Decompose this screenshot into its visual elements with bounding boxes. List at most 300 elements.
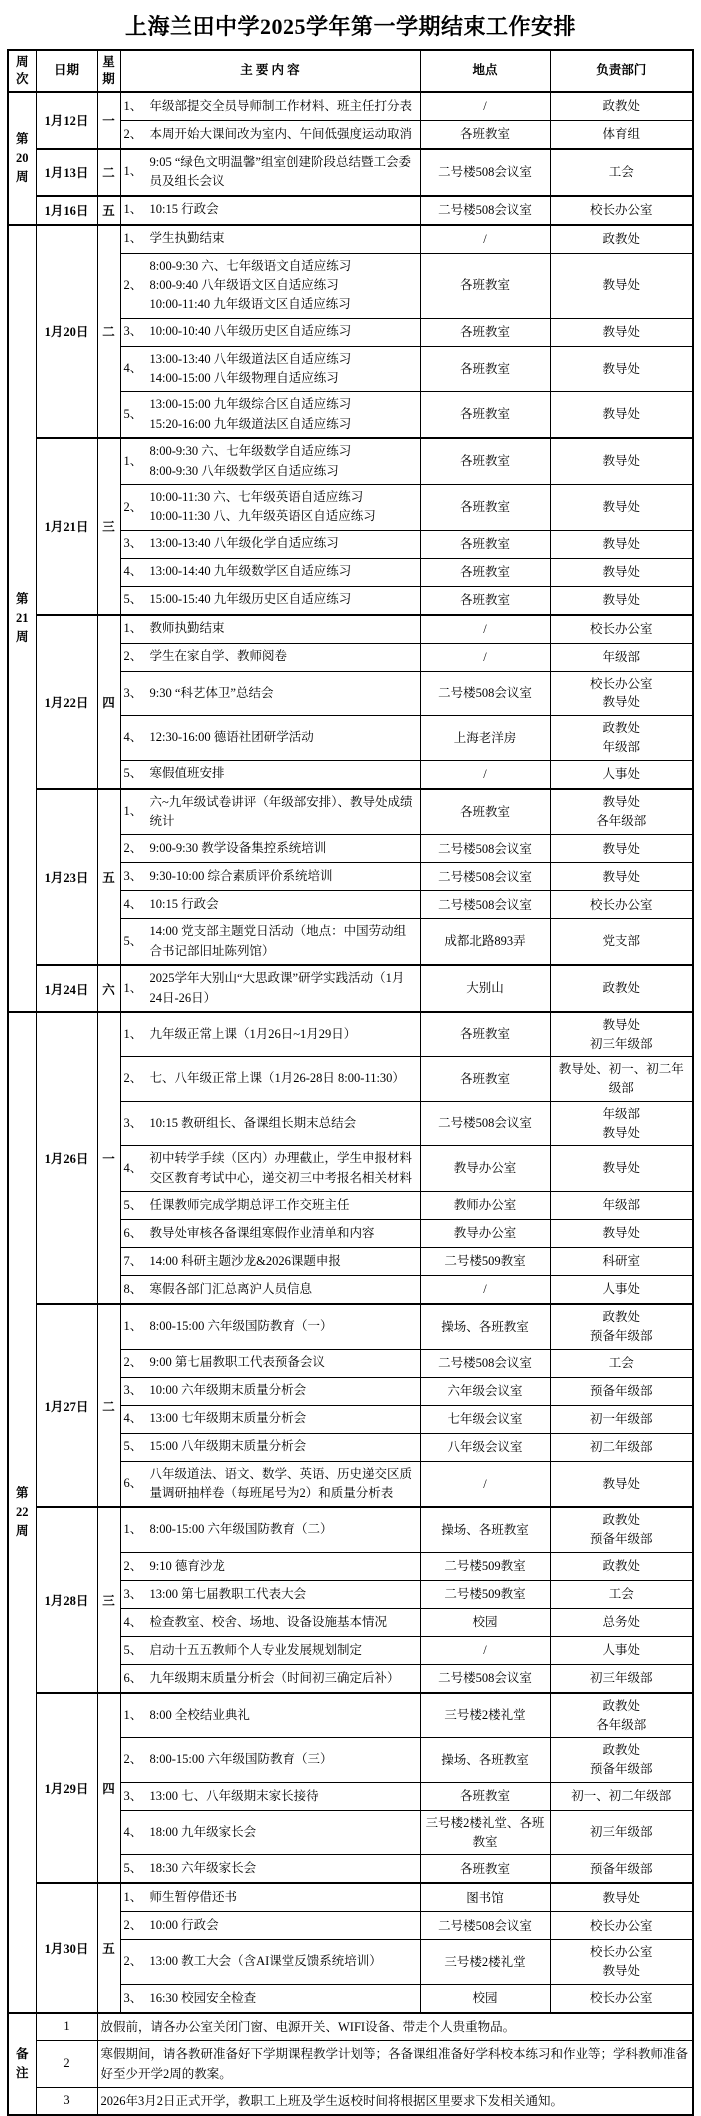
item-flex bbox=[124, 590, 417, 611]
item-text bbox=[150, 1989, 417, 2008]
schedule-row bbox=[8, 965, 693, 1012]
item-text-line: 9:30-10:00 综合素质评价系统培训 bbox=[149, 869, 333, 884]
content-cell bbox=[120, 1192, 420, 1220]
department-line: 党支部 bbox=[602, 934, 640, 949]
item-flex bbox=[124, 1353, 417, 1374]
location-line: 大别山 bbox=[466, 981, 504, 996]
department-cell bbox=[550, 1883, 693, 1912]
item-text bbox=[150, 895, 417, 914]
content-cell bbox=[120, 919, 420, 965]
item-number: 3、 bbox=[123, 1990, 143, 2005]
location-cell bbox=[420, 615, 550, 644]
date-cell: 1月22日 bbox=[36, 615, 97, 789]
department-cell bbox=[550, 1304, 693, 1349]
location-cell bbox=[420, 1552, 550, 1580]
item-text-line: 九年级正常上课（1月26日~1月29日） bbox=[149, 1026, 357, 1041]
department-cell bbox=[550, 1146, 693, 1192]
item-text-line: 18:00 九年级家长会 bbox=[149, 1824, 257, 1839]
department-cell bbox=[550, 835, 693, 863]
item-number: 6、 bbox=[123, 1670, 143, 1685]
location-line: 各班教室 bbox=[459, 278, 510, 293]
item-flex bbox=[124, 153, 417, 192]
item-text-line: 9:00 第七届教职工代表预备会议 bbox=[149, 1355, 325, 1370]
item-text-line: 八年级道法、语文、数学、英语、历史递交区质量调研抽样卷（每班尾号为2）和质量分析表 bbox=[149, 1466, 413, 1500]
content-cell bbox=[120, 716, 420, 761]
location-cell bbox=[420, 1883, 550, 1912]
department-line: 初三年级部 bbox=[589, 1036, 653, 1051]
schedule-row bbox=[8, 1883, 693, 1912]
location-cell bbox=[420, 1146, 550, 1192]
item-text-line: 14:00 科研主题沙龙&2026课题申报 bbox=[149, 1253, 341, 1268]
item-flex bbox=[124, 442, 417, 481]
content-cell bbox=[120, 1433, 420, 1461]
department-line: 教导处 bbox=[602, 795, 640, 810]
department-cell bbox=[550, 318, 693, 346]
content-cell bbox=[120, 835, 420, 863]
schedule-row bbox=[8, 225, 693, 254]
department-cell bbox=[550, 120, 693, 149]
weekday-cell: 二 bbox=[97, 225, 120, 439]
page-title: 上海兰田中学2025学年第一学期结束工作安排 bbox=[124, 14, 576, 39]
content-cell bbox=[120, 1146, 420, 1192]
schedule-row bbox=[8, 92, 693, 121]
item-number: 2、 bbox=[123, 1355, 143, 1370]
item-flex bbox=[124, 1437, 417, 1458]
location-line: 二号楼508会议室 bbox=[438, 869, 532, 884]
location-line: / bbox=[483, 231, 487, 246]
item-number: 1、 bbox=[123, 1890, 143, 1905]
content-cell bbox=[120, 1349, 420, 1377]
location-cell bbox=[420, 586, 550, 615]
item-number: 1、 bbox=[123, 202, 143, 217]
location-cell bbox=[420, 1693, 550, 1738]
item-text bbox=[150, 1750, 417, 1769]
item-number: 1、 bbox=[123, 621, 143, 636]
location-line: 二号楼508会议室 bbox=[438, 1918, 532, 1933]
date-cell: 1月13日 bbox=[36, 149, 97, 196]
location-line: 各班教室 bbox=[459, 126, 510, 141]
item-text bbox=[150, 1381, 417, 1400]
location-line: 教师办公室 bbox=[453, 1198, 517, 1213]
item-text bbox=[150, 562, 417, 581]
location-line: 各班教室 bbox=[459, 564, 510, 579]
item-text bbox=[150, 684, 417, 703]
location-cell bbox=[420, 1855, 550, 1884]
content-cell bbox=[120, 225, 420, 254]
department-line: 预备年级部 bbox=[589, 1762, 653, 1777]
item-number: 1、 bbox=[123, 98, 143, 113]
item-text-line: 10:00-11:40 九年级语文区自适应练习 bbox=[149, 297, 351, 312]
weekday-cell: 一 bbox=[97, 1012, 120, 1304]
department-line: 年级部 bbox=[602, 1106, 640, 1121]
department-line: 初二年级部 bbox=[589, 1439, 653, 1454]
department-cell bbox=[550, 1940, 693, 1985]
item-flex bbox=[124, 1520, 417, 1541]
department-line: 政教处 bbox=[602, 721, 640, 736]
item-number: 1、 bbox=[123, 1522, 143, 1537]
department-line: 教导处 bbox=[602, 1226, 640, 1241]
department-cell bbox=[550, 1349, 693, 1377]
location-cell bbox=[420, 149, 550, 196]
week-cell: 第22周 bbox=[8, 1012, 36, 2013]
location-line: 三号楼2楼礼堂 bbox=[444, 1954, 526, 1969]
item-text-line: 寒假各部门汇总离沪人员信息 bbox=[149, 1281, 313, 1296]
item-flex bbox=[124, 1952, 417, 1973]
location-cell bbox=[420, 1984, 550, 2013]
weekday-cell: 四 bbox=[97, 615, 120, 789]
schedule-row bbox=[8, 1507, 693, 1552]
location-line: 七年级会议室 bbox=[447, 1411, 523, 1426]
date-cell: 1月28日 bbox=[36, 1507, 97, 1693]
item-text-line: 14:00-15:00 八年级物理自适应练习 bbox=[149, 371, 339, 385]
department-cell bbox=[550, 1810, 693, 1855]
department-cell bbox=[550, 92, 693, 121]
item-number: 2、 bbox=[123, 1752, 143, 1767]
department-line: 校长办公室 bbox=[589, 897, 653, 912]
item-text-line: 10:00 六年级期末质量分析会 bbox=[149, 1383, 307, 1398]
weekday-cell: 五 bbox=[97, 1883, 120, 2013]
item-text-line: 学生执勤结束 bbox=[149, 231, 225, 246]
department-cell bbox=[550, 346, 693, 392]
location-line: 各班教室 bbox=[459, 1071, 510, 1086]
item-number: 3、 bbox=[123, 1383, 143, 1398]
item-flex bbox=[124, 1887, 417, 1908]
item-text bbox=[150, 1114, 417, 1133]
item-text-line: 13:00 七、八年级期末家长接待 bbox=[149, 1788, 319, 1803]
item-flex bbox=[124, 793, 417, 832]
item-text-line: 九年级期末质量分析会（时间初三确定后补） bbox=[149, 1670, 400, 1685]
department-cell bbox=[550, 891, 693, 919]
content-cell bbox=[120, 1057, 420, 1102]
department-cell bbox=[550, 1405, 693, 1433]
content-cell bbox=[120, 1664, 420, 1693]
item-number: 2、 bbox=[123, 1558, 143, 1573]
item-text-line: 检查教室、校舍、场地、设备设施基本情况 bbox=[149, 1614, 388, 1629]
location-line: 六年级会议室 bbox=[447, 1383, 523, 1398]
department-line: 政教处 bbox=[602, 231, 640, 246]
department-cell bbox=[550, 1276, 693, 1305]
department-cell bbox=[550, 965, 693, 1012]
department-cell bbox=[550, 863, 693, 891]
item-text-line: 初中转学手续（区内）办理截止，学生申报材料交区教育考试中心，递交初三中考报名相关材料 bbox=[149, 1151, 413, 1185]
item-number: 5、 bbox=[123, 766, 143, 781]
location-line: 三号楼2楼礼堂 bbox=[444, 1708, 526, 1723]
location-cell bbox=[420, 346, 550, 392]
note-row bbox=[8, 2040, 693, 2087]
department-line: 年级部 bbox=[602, 1198, 640, 1213]
item-flex bbox=[124, 1822, 417, 1843]
department-cell bbox=[550, 149, 693, 196]
item-flex bbox=[124, 96, 417, 117]
item-flex bbox=[124, 1279, 417, 1300]
location-cell bbox=[420, 1664, 550, 1693]
department-cell bbox=[550, 615, 693, 644]
department-cell bbox=[550, 253, 693, 318]
schedule-row bbox=[8, 615, 693, 644]
item-number: 1、 bbox=[123, 804, 143, 819]
location-line: 各班教室 bbox=[459, 454, 510, 469]
item-flex bbox=[124, 350, 417, 389]
item-flex bbox=[124, 683, 417, 704]
content-cell bbox=[120, 1940, 420, 1985]
department-cell bbox=[550, 1101, 693, 1146]
item-text-line: 16:30 校园安全检查 bbox=[149, 1990, 257, 2005]
department-cell bbox=[550, 1507, 693, 1552]
location-cell bbox=[420, 1507, 550, 1552]
item-flex bbox=[124, 1316, 417, 1337]
item-number: 2、 bbox=[123, 1954, 143, 1969]
department-cell bbox=[550, 1608, 693, 1636]
location-line: 各班教室 bbox=[459, 407, 510, 422]
date-cell: 1月30日 bbox=[36, 1883, 97, 2013]
location-cell bbox=[420, 1782, 550, 1810]
department-line: 体育组 bbox=[602, 126, 640, 141]
location-cell bbox=[420, 919, 550, 965]
item-text-line: 师生暂停借还书 bbox=[149, 1890, 238, 1905]
date-cell: 1月29日 bbox=[36, 1693, 97, 1884]
item-number: 4、 bbox=[123, 564, 143, 579]
note-row bbox=[8, 2087, 693, 2115]
location-line: 操场、各班教室 bbox=[441, 1522, 529, 1537]
location-cell bbox=[420, 1738, 550, 1783]
item-number: 2、 bbox=[123, 1071, 143, 1086]
department-cell bbox=[550, 643, 693, 671]
location-line: 教导办公室 bbox=[453, 1161, 517, 1176]
item-flex bbox=[124, 1195, 417, 1216]
location-line: / bbox=[483, 1282, 487, 1297]
item-flex bbox=[124, 124, 417, 145]
item-text-line: 15:00 八年级期末质量分析会 bbox=[149, 1439, 307, 1454]
department-cell bbox=[550, 1984, 693, 2013]
item-text-line: 8:00-15:00 六年级国防教育（二） bbox=[149, 1522, 333, 1537]
item-text-line: 9:30 “科艺体卫”总结会 bbox=[149, 685, 274, 700]
item-text-line: 七、八年级正常上课（1月26-28日 8:00-11:30） bbox=[149, 1071, 405, 1086]
item-number: 1、 bbox=[123, 453, 143, 468]
department-cell bbox=[550, 716, 693, 761]
item-text-line: 10:00-10:40 八年级历史区自适应练习 bbox=[149, 324, 352, 339]
schedule-row bbox=[8, 196, 693, 225]
location-line: 图书馆 bbox=[466, 1890, 504, 1905]
item-flex bbox=[124, 1668, 417, 1689]
schedule-row bbox=[8, 438, 693, 484]
item-text-line: 10:00-11:30 八、九年级英语区自适应练习 bbox=[149, 509, 376, 524]
item-number: 7、 bbox=[123, 1253, 143, 1268]
item-text-line: 教导处审核各备课组寒假作业清单和内容 bbox=[149, 1225, 375, 1240]
item-number: 3、 bbox=[123, 685, 143, 700]
location-line: / bbox=[483, 98, 487, 113]
item-text-line: 13:00 七年级期末质量分析会 bbox=[149, 1411, 307, 1426]
department-cell bbox=[550, 1580, 693, 1608]
item-text bbox=[150, 1952, 417, 1971]
content-cell bbox=[120, 1984, 420, 2013]
location-line: 成都北路893弄 bbox=[444, 934, 526, 949]
location-cell bbox=[420, 1248, 550, 1276]
note-text-cell: 2026年3月2日正式开学，教职工上班及学生返校时间将根据区里要求下发相关通知。 bbox=[97, 2087, 693, 2115]
department-line: 初三年级部 bbox=[589, 1671, 653, 1685]
location-line: 八年级会议室 bbox=[447, 1439, 523, 1454]
item-text bbox=[150, 1280, 417, 1299]
location-line: 校园 bbox=[472, 1615, 498, 1629]
item-flex bbox=[124, 1149, 417, 1188]
location-cell bbox=[420, 835, 550, 863]
item-text bbox=[150, 1069, 417, 1088]
content-cell bbox=[120, 1552, 420, 1580]
department-cell bbox=[550, 671, 693, 716]
department-cell bbox=[550, 1057, 693, 1102]
date-cell: 1月23日 bbox=[36, 789, 97, 966]
content-cell bbox=[120, 346, 420, 392]
location-line: 二号楼508会议室 bbox=[438, 1116, 532, 1131]
item-flex bbox=[124, 534, 417, 555]
department-line: 工会 bbox=[608, 1587, 634, 1601]
item-number: 1、 bbox=[123, 980, 143, 995]
department-line: 预备年级部 bbox=[589, 1383, 653, 1398]
item-text bbox=[150, 229, 417, 248]
content-cell bbox=[120, 92, 420, 121]
department-cell bbox=[550, 1855, 693, 1884]
item-text bbox=[150, 534, 417, 553]
item-flex bbox=[124, 395, 417, 434]
item-text-line: 15:20-16:00 九年级道法区自适应练习 bbox=[149, 416, 352, 431]
schedule-row bbox=[8, 149, 693, 196]
location-line: 二号楼508会议室 bbox=[438, 202, 532, 217]
item-text bbox=[150, 1669, 417, 1688]
item-text bbox=[150, 1465, 417, 1504]
item-text-line: 8:00 全校结业典礼 bbox=[149, 1707, 250, 1722]
item-number: 5、 bbox=[123, 1642, 143, 1657]
item-number: 3、 bbox=[123, 1586, 143, 1601]
department-line: 教导处 bbox=[602, 536, 640, 551]
department-line: 初一、初二年级部 bbox=[571, 1789, 672, 1803]
content-cell bbox=[120, 586, 420, 615]
content-cell bbox=[120, 196, 420, 225]
item-text-line: 12:30-16:00 德语社团研学活动 bbox=[149, 730, 314, 745]
location-line: 二号楼508会议室 bbox=[438, 1671, 532, 1685]
location-line: 各班教室 bbox=[459, 324, 510, 339]
location-cell bbox=[420, 1405, 550, 1433]
weekday-cell: 一 bbox=[97, 92, 120, 149]
item-text bbox=[150, 1557, 417, 1576]
content-cell bbox=[120, 1636, 420, 1664]
content-cell bbox=[120, 318, 420, 346]
item-flex bbox=[124, 1113, 417, 1134]
header-location: 地点 bbox=[420, 50, 550, 92]
item-text-line: 13:00-14:40 九年级数学区自适应练习 bbox=[149, 564, 352, 579]
item-text-line: 10:15 教研组长、备课组长期末总结会 bbox=[149, 1115, 357, 1130]
item-flex bbox=[124, 1612, 417, 1633]
item-text bbox=[150, 1888, 417, 1907]
department-cell bbox=[550, 1693, 693, 1738]
item-text-line: 启动十五五教师个人专业发展规划制定 bbox=[149, 1642, 363, 1657]
location-cell bbox=[420, 1192, 550, 1220]
item-number: 4、 bbox=[123, 897, 143, 912]
date-cell: 1月20日 bbox=[36, 225, 97, 439]
department-line: 教导处 bbox=[602, 1161, 640, 1176]
location-cell bbox=[420, 438, 550, 484]
item-flex bbox=[124, 727, 417, 748]
item-number: 3、 bbox=[123, 1788, 143, 1803]
item-text bbox=[150, 969, 417, 1008]
weekday-cell: 五 bbox=[97, 196, 120, 225]
department-cell bbox=[550, 484, 693, 530]
content-cell bbox=[120, 760, 420, 789]
department-line: 年级部 bbox=[602, 739, 640, 754]
item-text bbox=[150, 1585, 417, 1604]
location-line: 二号楼508会议室 bbox=[438, 164, 532, 179]
content-cell bbox=[120, 1608, 420, 1636]
item-text bbox=[150, 1252, 417, 1271]
item-number: 1、 bbox=[123, 1026, 143, 1041]
location-line: 二号楼508会议室 bbox=[438, 686, 532, 700]
item-flex bbox=[124, 894, 417, 915]
content-cell bbox=[120, 1912, 420, 1940]
date-cell: 1月24日 bbox=[36, 965, 97, 1012]
location-cell bbox=[420, 716, 550, 761]
item-text-line: 2025学年大别山“大思政课”研学实践活动（1月24日-26日） bbox=[149, 971, 405, 1005]
department-line: 政教处 bbox=[602, 1743, 640, 1758]
item-text-line: 8:00-9:30 六、七年级数学自适应练习 bbox=[149, 444, 352, 459]
department-line: 科研室 bbox=[602, 1254, 640, 1269]
department-line: 政教处 bbox=[602, 1513, 640, 1528]
item-number: 2、 bbox=[123, 277, 143, 292]
department-cell bbox=[550, 1782, 693, 1810]
department-line: 人事处 bbox=[602, 766, 640, 781]
item-number: 3、 bbox=[123, 536, 143, 551]
content-cell bbox=[120, 149, 420, 196]
department-line: 教导处 bbox=[602, 1890, 640, 1905]
department-cell bbox=[550, 392, 693, 438]
department-line: 校长办公室 bbox=[589, 676, 653, 691]
item-text bbox=[150, 1437, 417, 1456]
item-number: 4、 bbox=[123, 1614, 143, 1629]
content-cell bbox=[120, 1580, 420, 1608]
department-line: 年级部 bbox=[602, 649, 640, 664]
location-line: / bbox=[483, 649, 487, 664]
content-cell bbox=[120, 1405, 420, 1433]
department-line: 教导处 bbox=[602, 407, 640, 422]
item-text bbox=[150, 153, 417, 192]
department-cell bbox=[550, 225, 693, 254]
location-cell bbox=[420, 1057, 550, 1102]
location-cell bbox=[420, 863, 550, 891]
location-cell bbox=[420, 1608, 550, 1636]
notes-label-cell: 备注 bbox=[8, 2013, 36, 2115]
item-text bbox=[150, 1823, 417, 1842]
content-cell bbox=[120, 1810, 420, 1855]
content-cell bbox=[120, 1101, 420, 1146]
department-cell bbox=[550, 558, 693, 586]
item-flex bbox=[124, 1251, 417, 1272]
item-number: 4、 bbox=[123, 1824, 143, 1839]
item-flex bbox=[124, 1786, 417, 1807]
item-flex bbox=[124, 647, 417, 668]
content-cell bbox=[120, 558, 420, 586]
header-content: 主 要 内 容 bbox=[120, 50, 420, 92]
location-cell bbox=[420, 671, 550, 716]
location-line: 二号楼509教室 bbox=[444, 1559, 526, 1573]
note-text-cell: 寒假期间，请各教研准备好下学期课程教学计划等；各备课组准备好学科校本练习和作业等；学科教师准备好至少开学2周的教案。 bbox=[97, 2040, 693, 2087]
department-cell bbox=[550, 1912, 693, 1940]
location-line: 操场、各班教室 bbox=[441, 1319, 529, 1334]
item-text bbox=[150, 1706, 417, 1725]
item-text-line: 学生在家自学、教师阅卷 bbox=[149, 649, 288, 664]
item-number: 3、 bbox=[123, 324, 143, 339]
department-line: 校长办公室 bbox=[589, 621, 653, 636]
content-cell bbox=[120, 891, 420, 919]
content-cell bbox=[120, 1738, 420, 1783]
location-cell bbox=[420, 1012, 550, 1057]
content-cell bbox=[120, 120, 420, 149]
